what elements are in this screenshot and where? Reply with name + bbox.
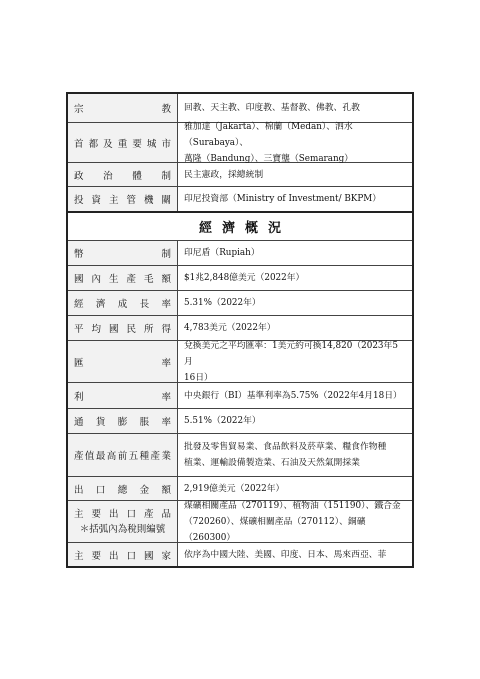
- section-title-economy: 經濟概況: [68, 211, 412, 241]
- value-total-exports: 2,919億美元（2022年）: [184, 483, 285, 494]
- row-exchange-rate: [68, 340, 412, 382]
- value-gdp: $1兆2,848億美元（2022年）: [184, 273, 305, 283]
- label-investment-authority: 投資主管機關: [68, 187, 178, 211]
- label-top-industries: 產值最高前五種產業: [68, 434, 178, 476]
- value-religion: 回教、天主教、印度教、基督教、佛教、孔教: [184, 103, 360, 113]
- row-interest-rate: [68, 382, 412, 408]
- label-interest-rate: 利率: [68, 383, 178, 408]
- row-political-system: [68, 162, 412, 186]
- value-growth-rate: 5.31%（2022年）: [184, 298, 261, 308]
- row-investment-authority: [68, 186, 412, 211]
- row-capital-cities: [68, 122, 412, 162]
- value-inflation-rate: 5.51%（2022年）: [184, 416, 261, 426]
- row-total-exports: [68, 476, 412, 500]
- value-exchange-rate: 兌換美元之平均匯率：1美元約可換14,820（2023年5月 16日）: [184, 340, 398, 383]
- row-per-capita-income: [68, 315, 412, 340]
- value-main-export-products: 煤礦相關產品（270119）、植物油（151190）、鐵合金 （720260）、煤礦相關產品（270112）、銅礦（260300）: [184, 500, 401, 543]
- label-inflation-rate: 通貨膨脹率: [68, 409, 178, 433]
- row-main-export-products: [68, 500, 412, 542]
- label-main-export-products: 主要出口產品 ＊括弧內為稅則編號: [68, 501, 178, 542]
- label-gdp: 國內生產毛額: [68, 266, 178, 290]
- row-gdp: [68, 265, 412, 290]
- value-top-industries: 批發及零售貿易業、食品飲料及菸草業、糧食作物種 植業、運輸設備製造業、石油及天然氣開採業: [184, 442, 387, 468]
- row-main-export-countries: [68, 542, 412, 566]
- label-total-exports: 出口總金額: [68, 477, 178, 500]
- label-exchange-rate: 匯率: [68, 341, 178, 382]
- row-currency: [68, 241, 412, 265]
- label-growth-rate: 經濟成長率: [68, 291, 178, 315]
- label-religion: 宗教: [68, 94, 178, 122]
- info-table: [66, 92, 414, 568]
- row-top-industries: [68, 433, 412, 476]
- row-growth-rate: [68, 290, 412, 315]
- value-capital-cities: 雅加達（Jakarta）、棉蘭（Medan）、泗水（Surabaya）、 萬隆（Bandung）、三寶壟（Semarang）: [184, 121, 354, 164]
- label-currency: 幣制: [68, 241, 178, 265]
- value-main-export-countries: 依序為中國大陸、美國、印度、日本、馬來西亞、菲: [184, 549, 387, 560]
- row-inflation-rate: [68, 408, 412, 433]
- value-political-system: 民主憲政，採總統制: [184, 169, 264, 180]
- label-main-export-countries: 主要出口國家: [68, 543, 178, 566]
- value-currency: 印尼盾（Rupiah）: [184, 248, 260, 258]
- label-political-system: 政治體制: [68, 163, 178, 186]
- label-per-capita-income: 平均國民所得: [68, 316, 178, 340]
- value-per-capita-income: 4,783美元（2022年）: [184, 323, 276, 333]
- value-investment-authority: 印尼投資部（Ministry of Investment/ BKPM）: [184, 194, 382, 204]
- label-capital-cities: 首都及重要城市: [68, 123, 178, 162]
- value-interest-rate: 中央銀行（BI）基準利率為5.75%（2022年4月18日）: [184, 390, 402, 401]
